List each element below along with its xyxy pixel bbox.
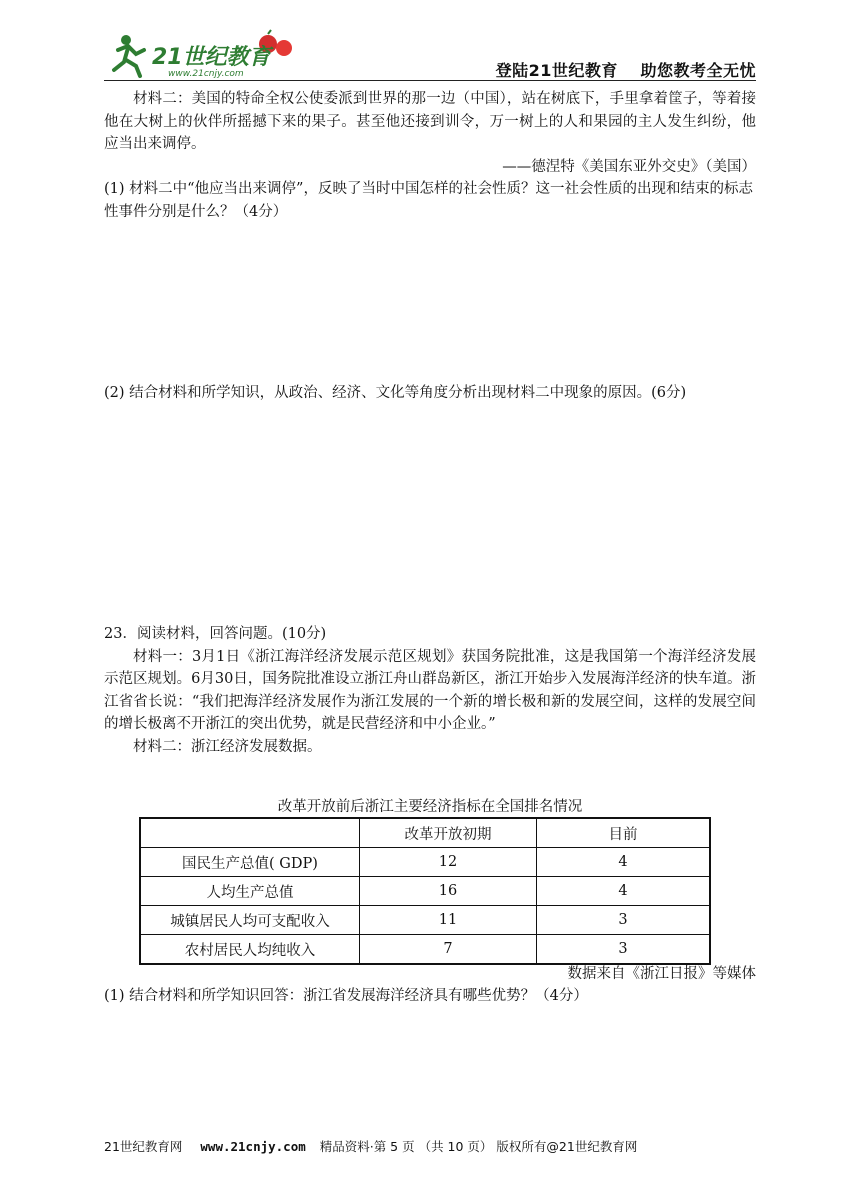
footer-page-info: 精品资料·第 5 页 （共 10 页） 版权所有@21世纪教育网	[319, 1139, 638, 1154]
q23-material1: 材料一：3月1日《浙江海洋经济发展示范区规划》获国务院批准，这是我国第一个海洋经济发展示范区规划。6月30日，国务院批准设立浙江舟山群岛新区，浙江开始步入发展海洋经济的快车道。浙江省省长说：“我们把海洋经济发展作为浙江发展的一个新的增长极和新的发展空间，这样的发展空间的增长极离不开浙江的突出优势，就是民营经济和中小企业。”	[104, 648, 756, 732]
table-cell: 人均生产总值	[140, 877, 360, 906]
table-source-note: 数据来自《浙江日报》等媒体	[567, 966, 756, 982]
question-23-title: 23．阅读材料，回答问题。(10分)	[104, 626, 327, 642]
table-caption: 改革开放前后浙江主要经济指标在全国排名情况	[277, 799, 583, 815]
table-cell: 国民生产总值( GDP)	[140, 848, 360, 877]
site-logo	[104, 28, 304, 80]
q23-question-1: (1) 结合材料和所学知识回答：浙江省发展海洋经济具有哪些优势？（4分）	[104, 988, 588, 1004]
table-cell: 12	[360, 848, 537, 877]
header-slogan: 登陆21世纪教育 助您教考全无忧	[495, 61, 756, 80]
ranking-table	[139, 817, 711, 965]
footer-site-name: 21世纪教育网	[104, 1139, 183, 1154]
table-header-cell: 目前	[537, 818, 711, 848]
q23-question-1-section	[104, 985, 756, 1008]
table-header-cell	[140, 818, 360, 848]
footer-url-link[interactable]: www.21cnjy.com	[200, 1139, 306, 1154]
table-cell: 城镇居民人均可支配收入	[140, 906, 360, 935]
page-header	[104, 28, 756, 80]
table-cell: 7	[360, 935, 537, 965]
table-cell: 4	[537, 877, 711, 906]
table-cell: 农村居民人均纯收入	[140, 935, 360, 965]
table-header-row	[140, 818, 710, 848]
table-row	[140, 877, 710, 906]
svg-text:21世纪教育: 21世纪教育	[152, 45, 271, 70]
material2-section	[104, 88, 756, 223]
question-23-section	[104, 623, 756, 758]
table-row	[140, 935, 710, 965]
table-cell: 3	[537, 906, 711, 935]
page-footer	[104, 1137, 756, 1155]
header-divider	[104, 80, 756, 81]
table-header-cell: 改革开放初期	[360, 818, 537, 848]
table-cell: 16	[360, 877, 537, 906]
question-2: (2) 结合材料和所学知识，从政治、经济、文化等角度分析出现材料二中现象的原因。(6分)	[104, 385, 687, 401]
table-row	[140, 906, 710, 935]
table-cell: 4	[537, 848, 711, 877]
table-row	[140, 848, 710, 877]
table-cell: 3	[537, 935, 711, 965]
material2-paragraph: 材料二：美国的特命全权公使委派到世界的那一边（中国），站在树底下，手里拿着筐子，等着接他在大树上的伙伴所摇撼下来的果子。甚至他还接到训令，万一树上的人和果园的主人发生纠纷，他应当出来调停。	[104, 91, 756, 152]
question-1: (1) 材料二中“他应当出来调停”，反映了当时中国怎样的社会性质？这一社会性质的出现和结束的标志性事件分别是什么？（4分）	[104, 181, 753, 220]
svg-text:www.21cnjy.com: www.21cnjy.com	[168, 69, 244, 79]
q23-material2: 材料二：浙江经济发展数据。	[133, 738, 322, 755]
material2-attribution: ——德涅特《美国东亚外交史》（美国）	[502, 158, 756, 175]
table-cell: 11	[360, 906, 537, 935]
question-2-section	[104, 382, 756, 405]
